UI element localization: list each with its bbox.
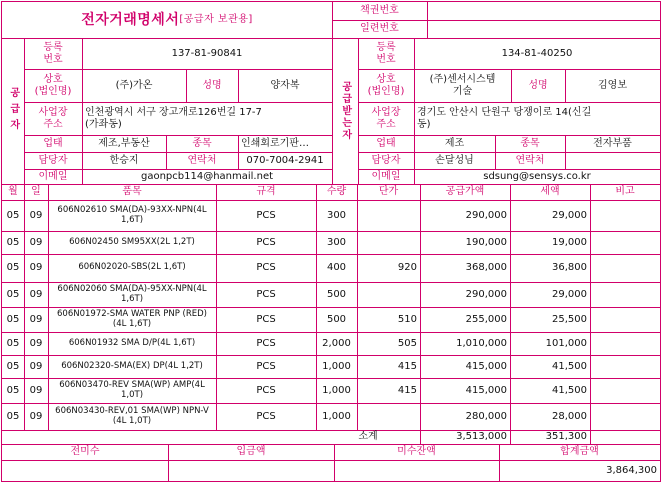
row-item: 606N02610 SMA(DA)-93XX-NPN(4L 1,6T) xyxy=(57,204,207,225)
receiver-name-label: 성명 xyxy=(528,79,548,91)
document-subtitle: [공급자 보관용] xyxy=(179,14,253,26)
row-supply-amount: 415,000 xyxy=(465,360,507,372)
serial-number-value xyxy=(427,20,660,38)
statement-sheet xyxy=(1,1,661,482)
row-unit-price: 920 xyxy=(397,262,417,274)
row-unit-price: 510 xyxy=(397,313,417,325)
row-day: 09 xyxy=(29,313,43,325)
row-qty: 300 xyxy=(326,209,347,221)
row-note xyxy=(590,378,660,403)
total-amount: 3,864,300 xyxy=(606,464,657,476)
row-month: 05 xyxy=(6,337,20,349)
receiver-business-type-label: 업태 xyxy=(376,137,396,149)
row-month: 05 xyxy=(6,410,20,422)
row-tax: 36,800 xyxy=(552,262,587,274)
book-number-value xyxy=(427,2,660,20)
header-tax: 세액 xyxy=(540,186,560,198)
row-supply-amount: 280,000 xyxy=(465,410,507,422)
row-unit-price xyxy=(357,282,420,307)
row-unit-price: 505 xyxy=(397,337,417,349)
receiver-email: sdsung@sensys.co.kr xyxy=(483,170,591,182)
row-qty: 1,000 xyxy=(322,410,351,422)
row-day: 09 xyxy=(29,209,43,221)
supplier-name-label: 성명 xyxy=(202,79,222,91)
unpaid-balance-label: 미수잔액 xyxy=(397,446,436,458)
row-supply-amount: 290,000 xyxy=(465,209,507,221)
supplier-business-type: 제조,부동산 xyxy=(98,137,150,149)
receiver-business-item: 전자부품 xyxy=(593,137,632,149)
row-month: 05 xyxy=(6,236,20,248)
receiver-manager-label: 담당자 xyxy=(371,154,401,166)
row-qty: 500 xyxy=(326,288,347,300)
row-unit-price xyxy=(357,403,420,430)
supplier-side-label: 공급자 xyxy=(7,87,19,135)
row-day: 09 xyxy=(29,236,43,248)
row-spec: PCS xyxy=(256,384,276,396)
row-note xyxy=(590,231,660,254)
row-supply-amount: 368,000 xyxy=(465,262,507,274)
supplier-contact: 070-7004-2941 xyxy=(246,154,324,166)
row-day: 09 xyxy=(29,262,43,274)
receiver-reg-no-label: 등록 번호 xyxy=(376,42,396,65)
row-item: 606N01972-SMA WATER PNP (RED) (4L 1,6T) xyxy=(57,308,207,329)
row-spec: PCS xyxy=(256,288,276,300)
row-supply-amount: 190,000 xyxy=(465,236,507,248)
receiver-company: (주)센서시스템 기술 xyxy=(429,74,496,97)
receiver-email-label: 이메일 xyxy=(371,170,401,182)
row-spec: PCS xyxy=(256,209,276,221)
header-note: 비고 xyxy=(615,186,635,198)
row-month: 05 xyxy=(6,360,20,372)
receiver-manager: 손달성님 xyxy=(435,154,474,166)
row-supply-amount: 415,000 xyxy=(465,384,507,396)
paid-amount-label: 입금액 xyxy=(236,446,266,458)
row-tax: 41,500 xyxy=(552,384,587,396)
row-note xyxy=(590,332,660,355)
supplier-name: 양자복 xyxy=(270,79,300,91)
prev-balance-label: 전미수 xyxy=(70,446,100,458)
receiver-contact-label: 연락처 xyxy=(515,154,545,166)
row-spec: PCS xyxy=(256,262,276,274)
row-month: 05 xyxy=(6,209,20,221)
row-item: 606N02020-SBS(2L 1,6T) xyxy=(78,262,186,273)
row-item: 606N03430-REV,01 SMA(WP) NPN-V (4L 1,0T) xyxy=(55,405,209,426)
supplier-company-label: 상호 (법인명) xyxy=(34,74,72,97)
row-unit-price xyxy=(357,231,420,254)
receiver-reg-no: 134-81-40250 xyxy=(501,47,573,59)
supplier-address: 인천광역시 서구 장고개로126번길 17-7 (가좌동) xyxy=(85,107,262,130)
row-tax: 28,000 xyxy=(552,410,587,422)
unpaid-balance xyxy=(334,460,499,481)
row-item: 606N02450 SM95XX(2L 1,2T) xyxy=(69,236,195,247)
header-month: 월 xyxy=(8,186,18,198)
row-day: 09 xyxy=(29,384,43,396)
receiver-side-label: 공급받는자 xyxy=(339,81,351,141)
row-note xyxy=(590,254,660,282)
supplier-manager: 한승지 xyxy=(109,154,139,166)
row-spec: PCS xyxy=(256,313,276,325)
row-month: 05 xyxy=(6,288,20,300)
subtotal-supply: 3,513,000 xyxy=(456,431,507,443)
row-note xyxy=(590,200,660,231)
prev-balance xyxy=(2,460,168,481)
subtotal-label: 소계 xyxy=(358,431,378,443)
supplier-business-type-label: 업태 xyxy=(43,137,63,149)
row-month: 05 xyxy=(6,384,20,396)
supplier-business-item-label: 종목 xyxy=(192,137,212,149)
row-day: 09 xyxy=(29,337,43,349)
row-supply-amount: 290,000 xyxy=(465,288,507,300)
document-title: 전자거래명세서 xyxy=(81,11,180,28)
row-spec: PCS xyxy=(256,337,276,349)
row-qty: 300 xyxy=(326,236,347,248)
total-amount-label: 합계금액 xyxy=(560,446,599,458)
row-note xyxy=(590,355,660,378)
supplier-contact-label: 연락처 xyxy=(187,154,217,166)
row-note xyxy=(590,307,660,332)
row-unit-price: 415 xyxy=(397,384,417,396)
header-spec: 규격 xyxy=(256,186,276,198)
row-item: 606N02320-SMA(EX) DP(4L 1,2T) xyxy=(61,360,203,371)
receiver-name: 김영보 xyxy=(598,79,627,91)
row-spec: PCS xyxy=(256,360,276,372)
header-unit-price: 단가 xyxy=(378,186,399,198)
receiver-business-type: 제조 xyxy=(444,137,465,149)
header-supply-amount: 공급가액 xyxy=(445,186,485,198)
row-supply-amount: 1,010,000 xyxy=(456,337,507,349)
row-unit-price xyxy=(357,200,420,231)
header-item: 품목 xyxy=(122,186,142,198)
row-day: 09 xyxy=(29,410,43,422)
row-note xyxy=(590,282,660,307)
row-supply-amount: 255,000 xyxy=(465,313,507,325)
header-qty: 수량 xyxy=(326,186,347,198)
row-month: 05 xyxy=(6,313,20,325)
supplier-email: gaonpcb114@hanmail.net xyxy=(140,170,274,182)
row-month: 05 xyxy=(6,262,20,274)
row-qty: 400 xyxy=(326,262,347,274)
row-qty: 1,000 xyxy=(322,360,351,372)
row-qty: 500 xyxy=(326,313,347,325)
row-day: 09 xyxy=(29,288,43,300)
supplier-business-item: 인쇄회로기판… xyxy=(241,137,309,149)
receiver-address-label: 사업장 주소 xyxy=(371,107,401,130)
supplier-manager-label: 담당자 xyxy=(38,154,68,166)
supplier-address-label: 사업장 주소 xyxy=(38,107,68,130)
receiver-contact xyxy=(565,152,660,169)
subtotal-tax: 351,300 xyxy=(545,431,587,443)
row-spec: PCS xyxy=(256,236,276,248)
row-item: 606N02060 SMA(DA)-95XX-NPN(4L 1,6T) xyxy=(57,283,207,304)
header-day: 일 xyxy=(31,186,41,198)
row-tax: 41,500 xyxy=(552,360,587,372)
serial-number-label: 일련번호 xyxy=(360,23,399,35)
row-tax: 19,000 xyxy=(552,236,587,248)
row-spec: PCS xyxy=(256,410,276,422)
receiver-address: 경기도 안산시 단원구 당쟁이로 14(신길 동) xyxy=(417,107,592,130)
row-tax: 101,000 xyxy=(545,337,587,349)
book-number-label: 책권번호 xyxy=(360,5,399,17)
row-tax: 25,500 xyxy=(552,313,587,325)
row-item: 606N01932 SMA D/P(4L 1,6T) xyxy=(68,337,196,348)
row-tax: 29,000 xyxy=(552,288,587,300)
row-qty: 2,000 xyxy=(322,337,351,349)
supplier-company: (주)가온 xyxy=(115,79,153,91)
document-title-area xyxy=(2,2,332,38)
row-unit-price: 415 xyxy=(397,360,417,372)
row-day: 09 xyxy=(29,360,43,372)
receiver-company-label: 상호 (법인명) xyxy=(367,74,405,97)
paid-amount xyxy=(168,460,334,481)
supplier-email-label: 이메일 xyxy=(38,170,68,182)
row-item: 606N03470-REV SMA(WP) AMP(4L 1,0T) xyxy=(59,379,205,400)
supplier-reg-no-label: 등록 번호 xyxy=(43,42,63,65)
row-qty: 1,000 xyxy=(322,384,351,396)
receiver-business-item-label: 종목 xyxy=(520,137,540,149)
supplier-reg-no: 137-81-90841 xyxy=(171,47,243,59)
row-tax: 29,000 xyxy=(552,209,587,221)
row-note xyxy=(590,403,660,430)
